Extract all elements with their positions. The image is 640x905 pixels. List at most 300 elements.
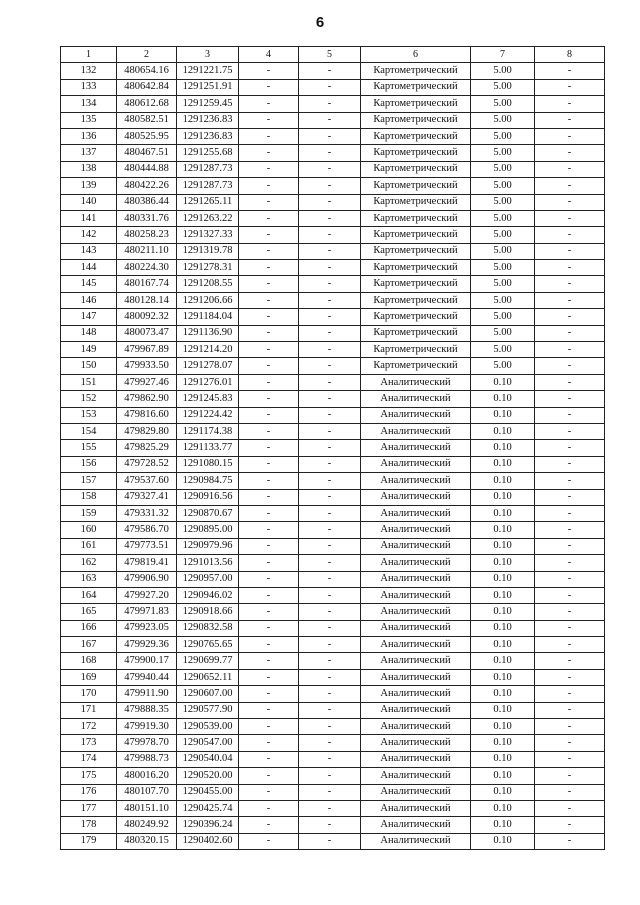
point-number-cell: 164	[61, 587, 117, 603]
accuracy-cell: 0.10	[471, 440, 535, 456]
x-coordinate-cell: 479900.17	[117, 653, 177, 669]
method-cell: Аналитический	[361, 555, 471, 571]
y-coordinate-cell: 1291276.01	[177, 374, 239, 390]
col8-cell: -	[535, 309, 605, 325]
table-row	[61, 161, 605, 177]
table-row	[61, 309, 605, 325]
col5-cell: -	[299, 342, 361, 358]
col8-cell: -	[535, 571, 605, 587]
x-coordinate-cell: 480642.84	[117, 79, 177, 95]
table-row	[61, 374, 605, 390]
col8-cell: -	[535, 423, 605, 439]
col5-cell: -	[299, 751, 361, 767]
col5-cell: -	[299, 817, 361, 833]
x-coordinate-cell: 479967.89	[117, 342, 177, 358]
table-row	[61, 833, 605, 849]
col5-cell: -	[299, 686, 361, 702]
col5-cell: -	[299, 719, 361, 735]
coordinates-table	[60, 46, 605, 850]
col8-cell: -	[535, 587, 605, 603]
method-cell: Картометрический	[361, 79, 471, 95]
x-coordinate-cell: 479537.60	[117, 473, 177, 489]
table-row	[61, 669, 605, 685]
table-row	[61, 637, 605, 653]
col5-cell: -	[299, 358, 361, 374]
point-number-cell: 152	[61, 391, 117, 407]
y-coordinate-cell: 1291206.66	[177, 292, 239, 308]
x-coordinate-cell: 479988.73	[117, 751, 177, 767]
col8-cell: -	[535, 342, 605, 358]
table-row	[61, 243, 605, 259]
col5-cell: -	[299, 555, 361, 571]
table-row	[61, 702, 605, 718]
x-coordinate-cell: 479929.36	[117, 637, 177, 653]
col4-cell: -	[239, 505, 299, 521]
point-number-cell: 143	[61, 243, 117, 259]
col8-cell: -	[535, 669, 605, 685]
col4-cell: -	[239, 161, 299, 177]
method-cell: Аналитический	[361, 407, 471, 423]
table-header-row	[61, 47, 605, 63]
x-coordinate-cell: 479816.60	[117, 407, 177, 423]
col4-cell: -	[239, 243, 299, 259]
y-coordinate-cell: 1291236.83	[177, 112, 239, 128]
point-number-cell: 138	[61, 161, 117, 177]
method-cell: Картометрический	[361, 128, 471, 144]
accuracy-cell: 0.10	[471, 686, 535, 702]
col5-cell: -	[299, 669, 361, 685]
col5-cell: -	[299, 423, 361, 439]
method-cell: Аналитический	[361, 522, 471, 538]
col8-cell: -	[535, 407, 605, 423]
col8-cell: -	[535, 128, 605, 144]
col5-cell: -	[299, 522, 361, 538]
col8-cell: -	[535, 686, 605, 702]
method-cell: Аналитический	[361, 456, 471, 472]
point-number-cell: 156	[61, 456, 117, 472]
col5-cell: -	[299, 505, 361, 521]
col4-cell: -	[239, 358, 299, 374]
col4-cell: -	[239, 112, 299, 128]
accuracy-cell: 0.10	[471, 751, 535, 767]
col8-cell: -	[535, 735, 605, 751]
col4-cell: -	[239, 210, 299, 226]
col5-cell: -	[299, 178, 361, 194]
method-cell: Картометрический	[361, 161, 471, 177]
y-coordinate-cell: 1290699.77	[177, 653, 239, 669]
col8-cell: -	[535, 702, 605, 718]
point-number-cell: 134	[61, 96, 117, 112]
y-coordinate-cell: 1291265.11	[177, 194, 239, 210]
col4-cell: -	[239, 276, 299, 292]
y-coordinate-cell: 1290396.24	[177, 817, 239, 833]
col4-cell: -	[239, 719, 299, 735]
table-row	[61, 817, 605, 833]
accuracy-cell: 0.10	[471, 538, 535, 554]
col4-cell: -	[239, 391, 299, 407]
table-row	[61, 620, 605, 636]
accuracy-cell: 0.10	[471, 473, 535, 489]
col8-cell: -	[535, 243, 605, 259]
table-row	[61, 292, 605, 308]
point-number-cell: 141	[61, 210, 117, 226]
accuracy-cell: 0.10	[471, 833, 535, 849]
accuracy-cell: 0.10	[471, 702, 535, 718]
method-cell: Аналитический	[361, 538, 471, 554]
y-coordinate-cell: 1291184.04	[177, 309, 239, 325]
y-coordinate-cell: 1291214.20	[177, 342, 239, 358]
table-row	[61, 456, 605, 472]
point-number-cell: 139	[61, 178, 117, 194]
col5-cell: -	[299, 800, 361, 816]
y-coordinate-cell: 1290539.00	[177, 719, 239, 735]
method-cell: Аналитический	[361, 571, 471, 587]
accuracy-cell: 5.00	[471, 210, 535, 226]
col5-cell: -	[299, 768, 361, 784]
col4-cell: -	[239, 128, 299, 144]
method-cell: Картометрический	[361, 292, 471, 308]
point-number-cell: 148	[61, 325, 117, 341]
col5-cell: -	[299, 391, 361, 407]
accuracy-cell: 5.00	[471, 79, 535, 95]
col5-cell: -	[299, 260, 361, 276]
y-coordinate-cell: 1290984.75	[177, 473, 239, 489]
point-number-cell: 153	[61, 407, 117, 423]
x-coordinate-cell: 479940.44	[117, 669, 177, 685]
col4-cell: -	[239, 325, 299, 341]
method-cell: Аналитический	[361, 440, 471, 456]
point-number-cell: 155	[61, 440, 117, 456]
col4-cell: -	[239, 555, 299, 571]
col4-cell: -	[239, 407, 299, 423]
table-row	[61, 538, 605, 554]
point-number-cell: 154	[61, 423, 117, 439]
point-number-cell: 172	[61, 719, 117, 735]
col5-cell: -	[299, 210, 361, 226]
accuracy-cell: 5.00	[471, 260, 535, 276]
x-coordinate-cell: 479829.80	[117, 423, 177, 439]
col8-cell: -	[535, 161, 605, 177]
col8-cell: -	[535, 358, 605, 374]
method-cell: Картометрический	[361, 63, 471, 79]
accuracy-cell: 0.10	[471, 768, 535, 784]
col5-cell: -	[299, 112, 361, 128]
point-number-cell: 160	[61, 522, 117, 538]
table-row	[61, 522, 605, 538]
point-number-cell: 170	[61, 686, 117, 702]
table-row	[61, 112, 605, 128]
table-row	[61, 489, 605, 505]
method-cell: Картометрический	[361, 243, 471, 259]
accuracy-cell: 0.10	[471, 374, 535, 390]
page-number: 6	[315, 14, 325, 31]
col8-cell: -	[535, 653, 605, 669]
x-coordinate-cell: 480582.51	[117, 112, 177, 128]
method-cell: Аналитический	[361, 505, 471, 521]
accuracy-cell: 5.00	[471, 243, 535, 259]
x-coordinate-cell: 480224.30	[117, 260, 177, 276]
col8-cell: -	[535, 522, 605, 538]
method-cell: Картометрический	[361, 325, 471, 341]
point-number-cell: 169	[61, 669, 117, 685]
table-row	[61, 96, 605, 112]
point-number-cell: 178	[61, 817, 117, 833]
col4-cell: -	[239, 817, 299, 833]
point-number-cell: 166	[61, 620, 117, 636]
table-row	[61, 79, 605, 95]
accuracy-cell: 5.00	[471, 145, 535, 161]
col8-cell: -	[535, 145, 605, 161]
col5-cell: -	[299, 325, 361, 341]
x-coordinate-cell: 479773.51	[117, 538, 177, 554]
point-number-cell: 157	[61, 473, 117, 489]
col5-cell: -	[299, 538, 361, 554]
accuracy-cell: 0.10	[471, 505, 535, 521]
col8-cell: -	[535, 178, 605, 194]
point-number-cell: 144	[61, 260, 117, 276]
col5-cell: -	[299, 833, 361, 849]
x-coordinate-cell: 479911.90	[117, 686, 177, 702]
col8-cell: -	[535, 63, 605, 79]
point-number-cell: 149	[61, 342, 117, 358]
col4-cell: -	[239, 489, 299, 505]
accuracy-cell: 0.10	[471, 800, 535, 816]
accuracy-cell: 0.10	[471, 653, 535, 669]
point-number-cell: 173	[61, 735, 117, 751]
y-coordinate-cell: 1291133.77	[177, 440, 239, 456]
table-row	[61, 276, 605, 292]
point-number-cell: 136	[61, 128, 117, 144]
y-coordinate-cell: 1291259.45	[177, 96, 239, 112]
col4-cell: -	[239, 63, 299, 79]
col5-cell: -	[299, 620, 361, 636]
y-coordinate-cell: 1291263.22	[177, 210, 239, 226]
col5-cell: -	[299, 784, 361, 800]
point-number-cell: 137	[61, 145, 117, 161]
table-row	[61, 210, 605, 226]
col5-cell: -	[299, 604, 361, 620]
point-number-cell: 176	[61, 784, 117, 800]
col4-cell: -	[239, 800, 299, 816]
table-row	[61, 587, 605, 603]
table-row	[61, 719, 605, 735]
method-cell: Картометрический	[361, 145, 471, 161]
table-row	[61, 686, 605, 702]
col8-cell: -	[535, 325, 605, 341]
col5-cell: -	[299, 227, 361, 243]
y-coordinate-cell: 1290870.67	[177, 505, 239, 521]
col5-cell: -	[299, 702, 361, 718]
method-cell: Аналитический	[361, 735, 471, 751]
method-cell: Аналитический	[361, 620, 471, 636]
table-row	[61, 571, 605, 587]
col5-cell: -	[299, 407, 361, 423]
point-number-cell: 174	[61, 751, 117, 767]
column-header: 4	[239, 47, 299, 63]
y-coordinate-cell: 1290895.00	[177, 522, 239, 538]
method-cell: Аналитический	[361, 768, 471, 784]
x-coordinate-cell: 480258.23	[117, 227, 177, 243]
point-number-cell: 171	[61, 702, 117, 718]
col4-cell: -	[239, 145, 299, 161]
method-cell: Аналитический	[361, 686, 471, 702]
accuracy-cell: 5.00	[471, 227, 535, 243]
col5-cell: -	[299, 145, 361, 161]
column-header: 7	[471, 47, 535, 63]
x-coordinate-cell: 479862.90	[117, 391, 177, 407]
col4-cell: -	[239, 292, 299, 308]
col4-cell: -	[239, 571, 299, 587]
x-coordinate-cell: 480073.47	[117, 325, 177, 341]
accuracy-cell: 0.10	[471, 407, 535, 423]
col4-cell: -	[239, 456, 299, 472]
accuracy-cell: 0.10	[471, 735, 535, 751]
col5-cell: -	[299, 161, 361, 177]
x-coordinate-cell: 480107.70	[117, 784, 177, 800]
method-cell: Картометрический	[361, 210, 471, 226]
method-cell: Аналитический	[361, 751, 471, 767]
y-coordinate-cell: 1291245.83	[177, 391, 239, 407]
col5-cell: -	[299, 194, 361, 210]
col4-cell: -	[239, 473, 299, 489]
y-coordinate-cell: 1291327.33	[177, 227, 239, 243]
accuracy-cell: 0.10	[471, 604, 535, 620]
x-coordinate-cell: 480151.10	[117, 800, 177, 816]
col4-cell: -	[239, 702, 299, 718]
point-number-cell: 162	[61, 555, 117, 571]
accuracy-cell: 5.00	[471, 276, 535, 292]
table-row	[61, 342, 605, 358]
method-cell: Аналитический	[361, 604, 471, 620]
col8-cell: -	[535, 833, 605, 849]
table-row	[61, 440, 605, 456]
method-cell: Картометрический	[361, 358, 471, 374]
y-coordinate-cell: 1290607.00	[177, 686, 239, 702]
y-coordinate-cell: 1291208.55	[177, 276, 239, 292]
method-cell: Картометрический	[361, 96, 471, 112]
col8-cell: -	[535, 112, 605, 128]
x-coordinate-cell: 479978.70	[117, 735, 177, 751]
x-coordinate-cell: 479927.20	[117, 587, 177, 603]
col5-cell: -	[299, 473, 361, 489]
method-cell: Аналитический	[361, 669, 471, 685]
y-coordinate-cell: 1291236.83	[177, 128, 239, 144]
y-coordinate-cell: 1290832.58	[177, 620, 239, 636]
col8-cell: -	[535, 79, 605, 95]
y-coordinate-cell: 1290425.74	[177, 800, 239, 816]
point-number-cell: 147	[61, 309, 117, 325]
y-coordinate-cell: 1291013.56	[177, 555, 239, 571]
col4-cell: -	[239, 637, 299, 653]
table-row	[61, 735, 605, 751]
accuracy-cell: 0.10	[471, 555, 535, 571]
x-coordinate-cell: 480211.10	[117, 243, 177, 259]
col8-cell: -	[535, 227, 605, 243]
col8-cell: -	[535, 456, 605, 472]
method-cell: Картометрический	[361, 194, 471, 210]
x-coordinate-cell: 480612.68	[117, 96, 177, 112]
accuracy-cell: 0.10	[471, 587, 535, 603]
accuracy-cell: 0.10	[471, 669, 535, 685]
point-number-cell: 145	[61, 276, 117, 292]
table-row	[61, 784, 605, 800]
x-coordinate-cell: 479927.46	[117, 374, 177, 390]
accuracy-cell: 0.10	[471, 522, 535, 538]
col8-cell: -	[535, 538, 605, 554]
x-coordinate-cell: 479586.70	[117, 522, 177, 538]
y-coordinate-cell: 1290652.11	[177, 669, 239, 685]
y-coordinate-cell: 1290765.65	[177, 637, 239, 653]
col5-cell: -	[299, 128, 361, 144]
method-cell: Картометрический	[361, 227, 471, 243]
col8-cell: -	[535, 210, 605, 226]
x-coordinate-cell: 479728.52	[117, 456, 177, 472]
y-coordinate-cell: 1291255.68	[177, 145, 239, 161]
col8-cell: -	[535, 489, 605, 505]
x-coordinate-cell: 479331.32	[117, 505, 177, 521]
col8-cell: -	[535, 96, 605, 112]
y-coordinate-cell: 1291278.07	[177, 358, 239, 374]
point-number-cell: 179	[61, 833, 117, 849]
table-row	[61, 63, 605, 79]
x-coordinate-cell: 479933.50	[117, 358, 177, 374]
col5-cell: -	[299, 440, 361, 456]
col4-cell: -	[239, 423, 299, 439]
col8-cell: -	[535, 817, 605, 833]
y-coordinate-cell: 1290577.90	[177, 702, 239, 718]
method-cell: Картометрический	[361, 112, 471, 128]
point-number-cell: 151	[61, 374, 117, 390]
method-cell: Картометрический	[361, 178, 471, 194]
accuracy-cell: 0.10	[471, 637, 535, 653]
col5-cell: -	[299, 571, 361, 587]
y-coordinate-cell: 1290946.02	[177, 587, 239, 603]
x-coordinate-cell: 480128.14	[117, 292, 177, 308]
col4-cell: -	[239, 784, 299, 800]
col4-cell: -	[239, 342, 299, 358]
col8-cell: -	[535, 505, 605, 521]
y-coordinate-cell: 1290957.00	[177, 571, 239, 587]
y-coordinate-cell: 1290918.66	[177, 604, 239, 620]
table-row	[61, 391, 605, 407]
x-coordinate-cell: 479825.29	[117, 440, 177, 456]
method-cell: Аналитический	[361, 391, 471, 407]
method-cell: Аналитический	[361, 587, 471, 603]
point-number-cell: 133	[61, 79, 117, 95]
point-number-cell: 132	[61, 63, 117, 79]
method-cell: Аналитический	[361, 702, 471, 718]
x-coordinate-cell: 479888.35	[117, 702, 177, 718]
col5-cell: -	[299, 587, 361, 603]
col5-cell: -	[299, 489, 361, 505]
x-coordinate-cell: 479819.41	[117, 555, 177, 571]
y-coordinate-cell: 1291278.31	[177, 260, 239, 276]
y-coordinate-cell: 1291174.38	[177, 423, 239, 439]
method-cell: Аналитический	[361, 374, 471, 390]
col8-cell: -	[535, 473, 605, 489]
x-coordinate-cell: 479327.41	[117, 489, 177, 505]
x-coordinate-cell: 480467.51	[117, 145, 177, 161]
col8-cell: -	[535, 751, 605, 767]
x-coordinate-cell: 479919.30	[117, 719, 177, 735]
col4-cell: -	[239, 260, 299, 276]
col4-cell: -	[239, 669, 299, 685]
col4-cell: -	[239, 309, 299, 325]
point-number-cell: 175	[61, 768, 117, 784]
col8-cell: -	[535, 719, 605, 735]
accuracy-cell: 5.00	[471, 292, 535, 308]
y-coordinate-cell: 1290540.04	[177, 751, 239, 767]
